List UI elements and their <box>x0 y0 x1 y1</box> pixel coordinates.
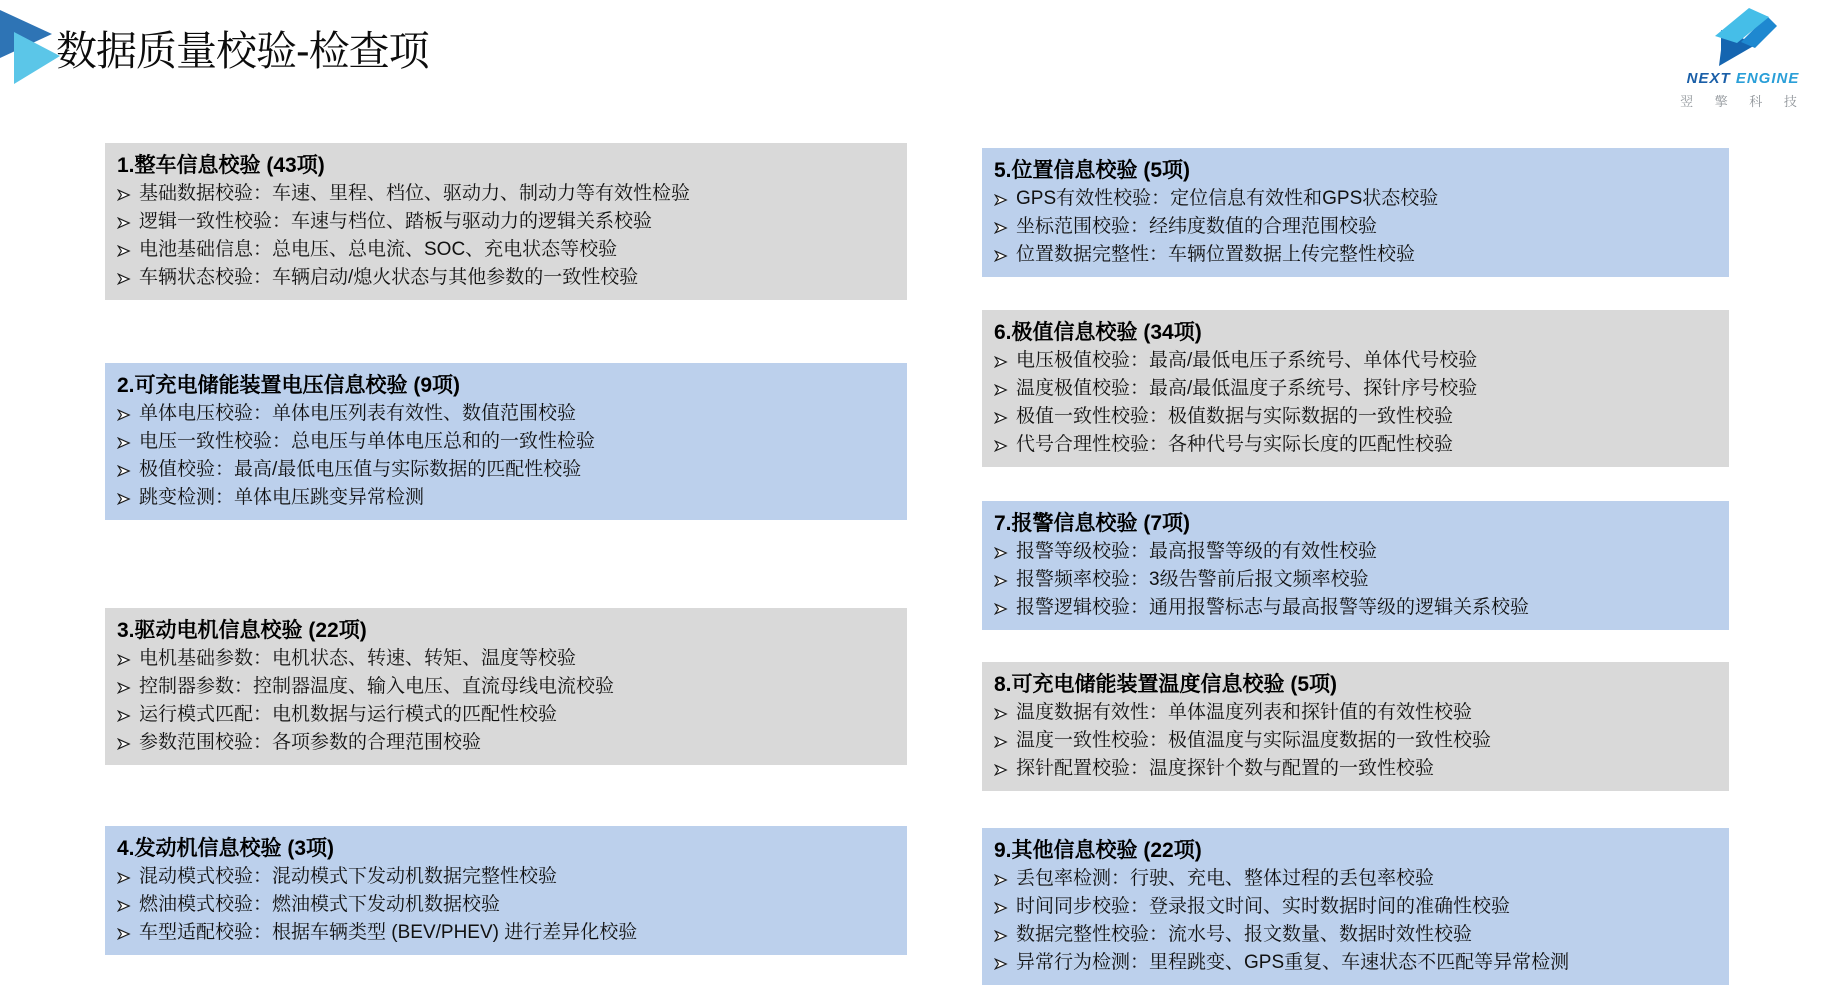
check-item <box>994 213 1719 241</box>
check-item <box>117 236 897 264</box>
arrowhead-right-icon <box>994 893 1016 921</box>
check-item-text: 极值校验：最高/最低电压值与实际数据的匹配性校验 <box>139 459 582 480</box>
check-item <box>117 701 897 729</box>
check-item-text: 探针配置校验：温度探针个数与配置的一致性校验 <box>1016 758 1435 779</box>
arrowhead-right-icon <box>994 921 1016 949</box>
check-item <box>117 428 897 456</box>
check-item-text: 坐标范围校验：经纬度数值的合理范围校验 <box>1016 216 1378 237</box>
column-right <box>982 0 1729 985</box>
check-item-text: 时间同步校验：登录报文时间、实时数据时间的准确性校验 <box>1016 896 1511 917</box>
check-item <box>994 538 1719 566</box>
arrowhead-right-icon <box>117 400 139 428</box>
arrowhead-right-icon <box>994 213 1016 241</box>
arrowhead-right-icon <box>117 729 139 757</box>
arrowhead-right-icon <box>117 208 139 236</box>
section-title: 1.整车信息校验 (43项) <box>117 154 325 177</box>
arrowhead-right-icon <box>994 865 1016 893</box>
check-item-text: 异常行为检测：里程跳变、GPS重复、车速状态不匹配等异常检测 <box>1016 952 1570 973</box>
arrowhead-right-icon <box>117 264 139 292</box>
check-item-text: 温度数据有效性：单体温度列表和探针值的有效性校验 <box>1016 702 1473 723</box>
check-item <box>994 375 1719 403</box>
check-item <box>994 755 1719 783</box>
check-item-text: 单体电压校验：单体电压列表有效性、数值范围校验 <box>139 403 577 424</box>
arrowhead-right-icon <box>994 403 1016 431</box>
check-item-text: 报警逻辑校验：通用报警标志与最高报警等级的逻辑关系校验 <box>1016 597 1530 618</box>
arrowhead-right-icon <box>994 431 1016 459</box>
check-item <box>117 180 897 208</box>
arrowhead-right-icon <box>117 428 139 456</box>
check-item <box>994 699 1719 727</box>
check-item-text: 参数范围校验：各项参数的合理范围校验 <box>139 732 482 753</box>
arrowhead-right-icon <box>994 755 1016 783</box>
check-item <box>117 729 897 757</box>
check-item-text: 报警频率校验：3级告警前后报文频率校验 <box>1016 569 1369 590</box>
arrowhead-right-icon <box>117 919 139 947</box>
check-item-text: 电压一致性校验：总电压与单体电压总和的一致性检验 <box>139 431 596 452</box>
arrowhead-right-icon <box>117 180 139 208</box>
check-item <box>994 403 1719 431</box>
check-item <box>117 645 897 673</box>
check-item <box>994 949 1719 977</box>
check-item <box>117 400 897 428</box>
check-item-text: 电压极值校验：最高/最低电压子系统号、单体代号校验 <box>1016 350 1478 371</box>
arrowhead-right-icon <box>994 699 1016 727</box>
check-item-text: 电机基础参数：电机状态、转速、转矩、温度等校验 <box>139 648 577 669</box>
check-item-text: 位置数据完整性：车辆位置数据上传完整性校验 <box>1016 244 1416 265</box>
check-item <box>117 208 897 236</box>
check-item <box>994 241 1719 269</box>
arrowhead-right-icon <box>117 484 139 512</box>
check-item <box>117 673 897 701</box>
arrowhead-right-icon <box>994 727 1016 755</box>
check-item <box>117 456 897 484</box>
check-item-text: 逻辑一致性校验：车速与档位、踏板与驱动力的逻辑关系校验 <box>139 211 653 232</box>
check-item-text: 基础数据校验：车速、里程、档位、驱动力、制动力等有效性检验 <box>139 183 691 204</box>
check-item-text: 电池基础信息：总电压、总电流、SOC、充电状态等校验 <box>139 239 618 260</box>
arrowhead-right-icon <box>117 701 139 729</box>
check-item-text: 控制器参数：控制器温度、输入电压、直流母线电流校验 <box>139 676 615 697</box>
check-item <box>994 893 1719 921</box>
check-item <box>994 185 1719 213</box>
check-item-text: 跳变检测：单体电压跳变异常检测 <box>139 487 425 508</box>
check-item-text: 混动模式校验：混动模式下发动机数据完整性校验 <box>139 866 558 887</box>
check-item-text: 运行模式匹配：电机数据与运行模式的匹配性校验 <box>139 704 558 725</box>
check-item-text: 极值一致性校验：极值数据与实际数据的一致性校验 <box>1016 406 1454 427</box>
arrowhead-right-icon <box>117 673 139 701</box>
check-item <box>994 347 1719 375</box>
section-title: 9.其他信息校验 (22项) <box>994 839 1202 862</box>
check-item-text: 车辆状态校验：车辆启动/熄火状态与其他参数的一致性校验 <box>139 267 639 288</box>
check-section-6 <box>982 310 1729 467</box>
arrowhead-right-icon <box>117 645 139 673</box>
section-title: 5.位置信息校验 (5项) <box>994 159 1191 182</box>
page-title: 数据质量校验-检查项 <box>56 28 429 74</box>
logo-brand-engine: ENGINE <box>1735 70 1800 87</box>
arrowhead-right-icon <box>117 236 139 264</box>
check-item <box>117 264 897 292</box>
check-section-8 <box>982 662 1729 791</box>
section-title: 8.可充电储能装置温度信息校验 (5项) <box>994 673 1338 696</box>
check-item <box>994 727 1719 755</box>
arrowhead-right-icon <box>117 456 139 484</box>
logo-company-text: 翌 擎 科 技 <box>1680 94 1806 109</box>
section-title: 6.极值信息校验 (34项) <box>994 321 1202 344</box>
arrowhead-right-icon <box>117 891 139 919</box>
arrowhead-right-icon <box>994 949 1016 977</box>
check-item-text: 燃油模式校验：燃油模式下发动机数据校验 <box>139 894 501 915</box>
arrowhead-right-icon <box>994 566 1016 594</box>
check-item-text: 温度一致性校验：极值温度与实际温度数据的一致性校验 <box>1016 730 1492 751</box>
check-section-7 <box>982 501 1729 630</box>
check-item-text: 车型适配校验：根据车辆类型 (BEV/PHEV) 进行差异化校验 <box>139 922 638 943</box>
check-item <box>117 863 897 891</box>
check-item <box>994 594 1719 622</box>
check-item-text: GPS有效性校验：定位信息有效性和GPS状态校验 <box>1016 188 1439 209</box>
check-item-text: 代号合理性校验：各种代号与实际长度的匹配性校验 <box>1016 434 1454 455</box>
section-title: 2.可充电储能装置电压信息校验 (9项) <box>117 374 461 397</box>
check-item-text: 丢包率检测：行驶、充电、整体过程的丢包率校验 <box>1016 868 1435 889</box>
arrowhead-right-icon <box>994 538 1016 566</box>
arrowhead-right-icon <box>994 594 1016 622</box>
check-item <box>117 891 897 919</box>
check-section-5 <box>982 148 1729 277</box>
check-item-text: 报警等级校验：最高报警等级的有效性校验 <box>1016 541 1378 562</box>
arrowhead-right-icon <box>994 347 1016 375</box>
section-title: 4.发动机信息校验 (3项) <box>117 837 335 860</box>
check-item-text: 数据完整性校验：流水号、报文数量、数据时效性校验 <box>1016 924 1473 945</box>
arrowhead-right-icon <box>994 241 1016 269</box>
check-item <box>117 919 897 947</box>
check-section-1 <box>105 143 907 300</box>
check-item <box>994 865 1719 893</box>
arrowhead-right-icon <box>117 863 139 891</box>
check-item <box>994 431 1719 459</box>
check-section-9 <box>982 828 1729 985</box>
check-item-text: 温度极值校验：最高/最低温度子系统号、探针序号校验 <box>1016 378 1478 399</box>
section-title: 7.报警信息校验 (7项) <box>994 512 1191 535</box>
check-section-4 <box>105 826 907 955</box>
arrowhead-right-icon <box>994 375 1016 403</box>
check-item <box>994 921 1719 949</box>
column-left <box>105 0 907 955</box>
check-section-2 <box>105 363 907 520</box>
check-item <box>994 566 1719 594</box>
check-section-3 <box>105 608 907 765</box>
logo-brand-next: NEXT <box>1686 70 1731 87</box>
arrowhead-right-icon <box>994 185 1016 213</box>
section-title: 3.驱动电机信息校验 (22项) <box>117 619 367 642</box>
check-item <box>117 484 897 512</box>
